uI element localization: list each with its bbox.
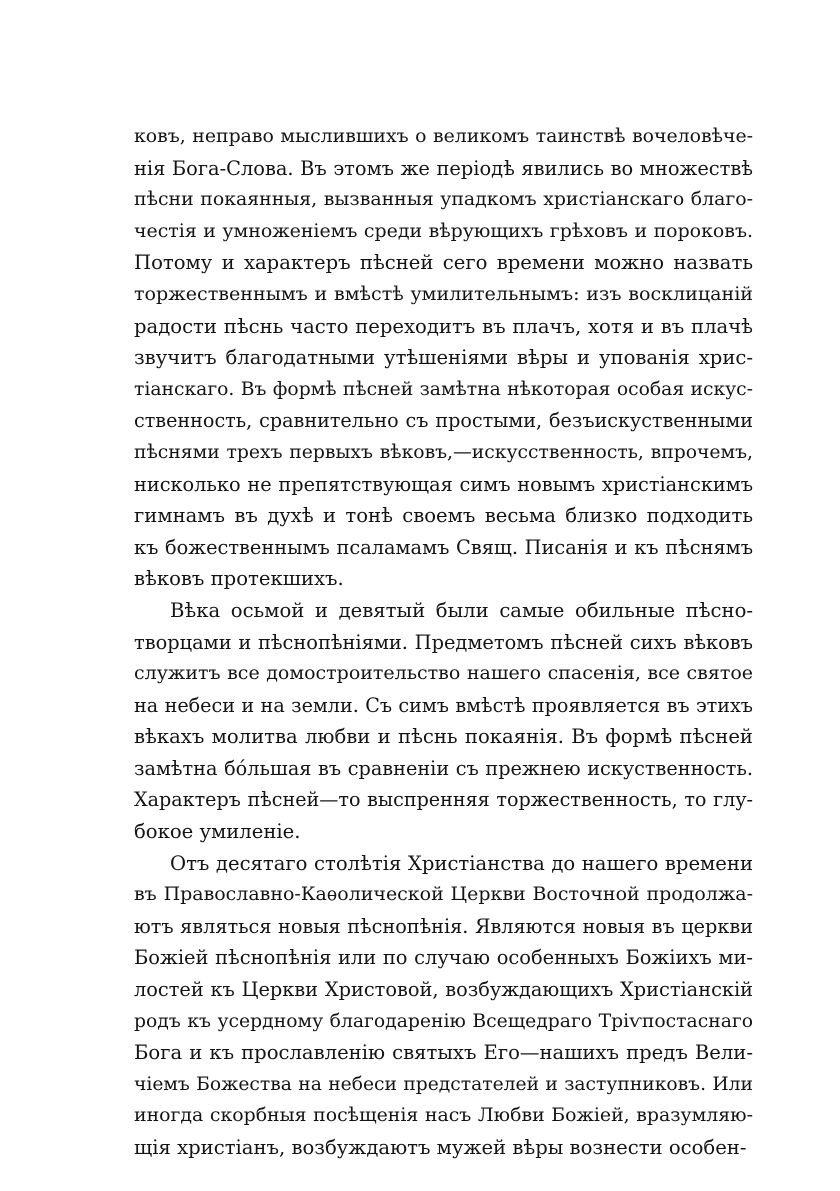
text-line: чіемъ Божества на небеси предстателей и заступниковъ. Или xyxy=(134,1073,753,1095)
text-line: Потому и характеръ пѣсней сего времени можно назвать xyxy=(134,251,753,275)
text-line: на небеси и на земли. Съ симъ вмѣстѣ проявляется въ этихъ xyxy=(134,693,753,717)
text-line: творцами и пѣснопѣніями. Предметомъ пѣсней сихъ вѣковъ xyxy=(134,630,753,654)
text-line: вѣковъ протекшихъ. xyxy=(134,567,344,591)
text-line: Характеръ пѣсней—то выспренняя торжественность, то глу- xyxy=(134,788,753,812)
text-line: служитъ все домостроительство нашего спасенія, все святое xyxy=(134,662,753,685)
paragraph xyxy=(134,848,753,1164)
text-line: вѣкахъ молитва любви и пѣснь покаянія. Въ формѣ пѣсней xyxy=(134,725,753,749)
paragraph xyxy=(134,595,753,848)
text-line: Вѣка осьмой и девятый были самые обильные пѣсно- xyxy=(170,598,753,622)
text-line: ютъ являться новыя пѣснопѣнія. Являются новыя въ церкви xyxy=(134,914,753,938)
text-line: гимнамъ въ духѣ и тонѣ своемъ весьма близко подходить xyxy=(134,504,753,528)
text-line: въ Православно-Каѳолической Церкви Восточной продолжа- xyxy=(134,883,753,906)
text-line: радости пѣснь часто переходитъ въ плачъ, хотя и въ плачѣ xyxy=(134,314,753,338)
text-line: родъ къ усердному благодаренію Всещедраго Тріѵпостаснаго xyxy=(134,1010,753,1032)
text-line: нисколько не препятствующая симъ новымъ христіанскимъ xyxy=(134,472,753,496)
text-line: пѣснями трехъ первыхъ вѣковъ,—искусственность, впрочемъ, xyxy=(134,441,753,463)
text-line: къ божественнымъ псаламамъ Свящ. Писанія и къ пѣснямъ xyxy=(134,535,753,559)
text-line: иногда скорбныя посѣщенія насъ Любви Божіей, вразумляю- xyxy=(134,1104,753,1127)
text-line: торжественнымъ и вмѣстѣ умилительнымъ: изъ восклицаній xyxy=(134,282,753,305)
paragraph xyxy=(134,121,753,595)
text-line: честія и умноженіемъ среди вѣрующихъ грѣховъ и пороковъ. xyxy=(134,219,753,242)
text-line: нія Бога-Слова. Въ этомъ же періодѣ явились во множествѣ xyxy=(134,156,753,180)
text-line: бокое умиленіе. xyxy=(134,820,301,844)
text-line: звучитъ благодатными утѣшеніями вѣры и упованія хрис- xyxy=(134,346,753,370)
text-line: Бога и къ прославленію святыхъ Его—нашихъ предъ Вели- xyxy=(134,1041,753,1065)
text-line: пѣсни покаянныя, вызванныя упадкомъ христіанскаго благо- xyxy=(134,188,753,211)
text-line: лостей къ Церкви Христовой, возбуждающихъ Христіанскій xyxy=(134,978,753,1002)
text-line: щія христіанъ, возбуждаютъ мужей вѣры вознести особен- xyxy=(134,1136,747,1159)
text-line: ковъ, неправо мыслившихъ о великомъ таинствѣ вочеловѣче- xyxy=(134,125,753,147)
body-text xyxy=(134,121,753,1164)
text-line: ственность, сравнительно съ простыми, безъискуственными xyxy=(134,409,753,433)
text-line: Божіей пѣснопѣнія или по случаю особенныхъ Божіихъ ми- xyxy=(134,946,753,970)
text-line: Отъ десятаго столѣтія Христіанства до нашего времени xyxy=(170,851,753,875)
text-line: замѣтна бóльшая въ сравненіи съ прежнею искуственность. xyxy=(134,756,753,780)
text-line: тіанскаго. Въ формѣ пѣсней замѣтна нѣкоторая особая искус- xyxy=(134,378,753,400)
